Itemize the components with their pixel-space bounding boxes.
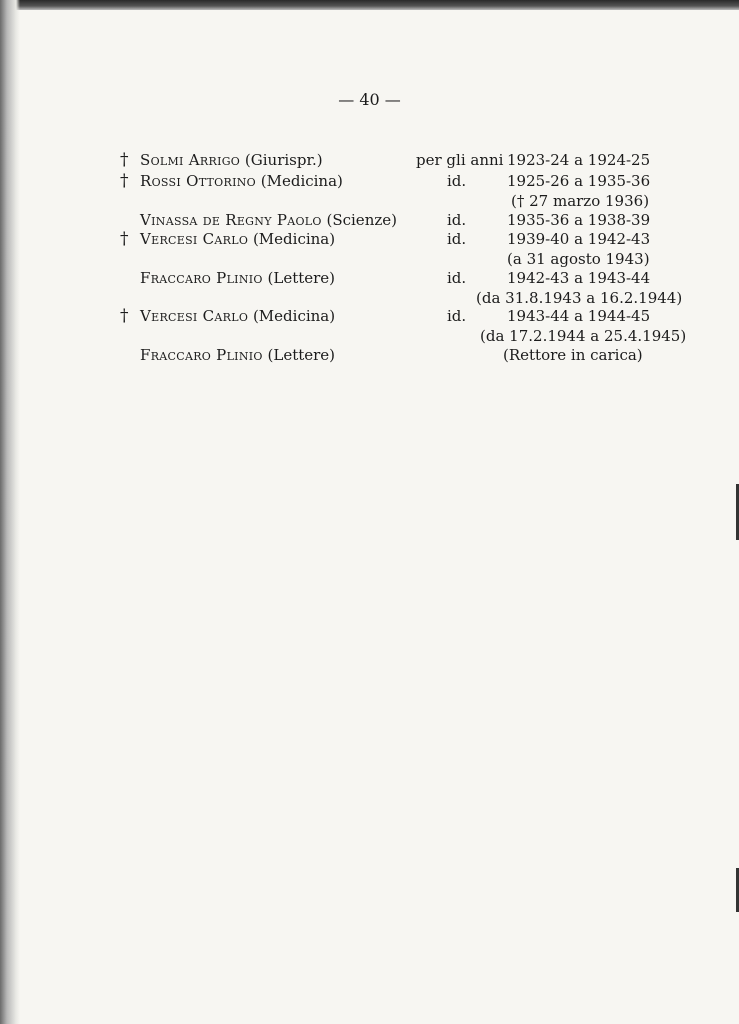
- rector-row: [0, 345, 739, 365]
- years-range: 1942-43 a 1943-44: [507, 269, 651, 287]
- years-range: 1939-40 a 1942-43: [507, 230, 651, 248]
- dagger-mark: †: [120, 306, 129, 326]
- faculty-label: (Medicina): [252, 307, 336, 325]
- years-range: 1925-26 a 1935-36: [507, 172, 651, 190]
- dagger-mark: †: [120, 150, 129, 170]
- dagger-mark: †: [120, 171, 129, 191]
- period-label: id.: [447, 172, 467, 190]
- faculty-label: (Lettere): [267, 269, 336, 287]
- period-label: id.: [447, 211, 467, 229]
- rector-entry: [140, 150, 323, 170]
- rector-entry: [140, 210, 397, 230]
- note-row: [0, 326, 739, 346]
- term-note: (da 17.2.1944 a 25.4.1945): [480, 327, 687, 345]
- term-note: († 27 marzo 1936): [511, 192, 650, 210]
- rector-name: Solmi Arrigo: [140, 151, 241, 169]
- period-label: per gli anni: [416, 151, 504, 169]
- rector-row: [0, 210, 739, 230]
- term-note: (da 31.8.1943 a 16.2.1944): [476, 289, 683, 307]
- rector-name: Rossi Ottorino: [140, 172, 256, 190]
- rector-name: Vercesi Carlo: [140, 230, 249, 248]
- rector-name: Vinassa de Regny Paolo: [140, 211, 322, 229]
- rector-row: [0, 229, 739, 249]
- term-note: (a 31 agosto 1943): [507, 250, 650, 268]
- note-row: [0, 249, 739, 269]
- rector-row: [0, 306, 739, 326]
- years-range: 1935-36 a 1938-39: [507, 211, 651, 229]
- scan-top-border: [0, 0, 739, 10]
- rector-entry: [140, 268, 335, 288]
- rector-row: [0, 268, 739, 288]
- faculty-label: (Medicina): [252, 230, 336, 248]
- rector-name: Fraccaro Plinio: [140, 269, 263, 287]
- period-label: id.: [447, 230, 467, 248]
- note-row: [0, 288, 739, 308]
- faculty-label: (Lettere): [267, 346, 336, 364]
- rector-row: [0, 171, 739, 191]
- period-label: id.: [447, 307, 467, 325]
- dagger-mark: †: [120, 229, 129, 249]
- term-note: (Rettore in carica): [503, 346, 643, 364]
- rector-entry: [140, 306, 335, 326]
- years-range: 1943-44 a 1944-45: [507, 307, 651, 325]
- rector-row: [0, 150, 739, 170]
- rector-name: Fraccaro Plinio: [140, 346, 263, 364]
- note-row: [0, 191, 739, 211]
- page-number: — 40 —: [338, 90, 401, 109]
- rector-entry: [140, 345, 335, 365]
- years-range: 1923-24 a 1924-25: [507, 151, 651, 169]
- faculty-label: (Medicina): [260, 172, 343, 190]
- rector-entry: [140, 229, 335, 249]
- rector-entry: [140, 171, 343, 191]
- period-label: id.: [447, 269, 467, 287]
- faculty-label: (Giurispr.): [244, 151, 323, 169]
- faculty-label: (Scienze): [326, 211, 397, 229]
- rector-name: Vercesi Carlo: [140, 307, 249, 325]
